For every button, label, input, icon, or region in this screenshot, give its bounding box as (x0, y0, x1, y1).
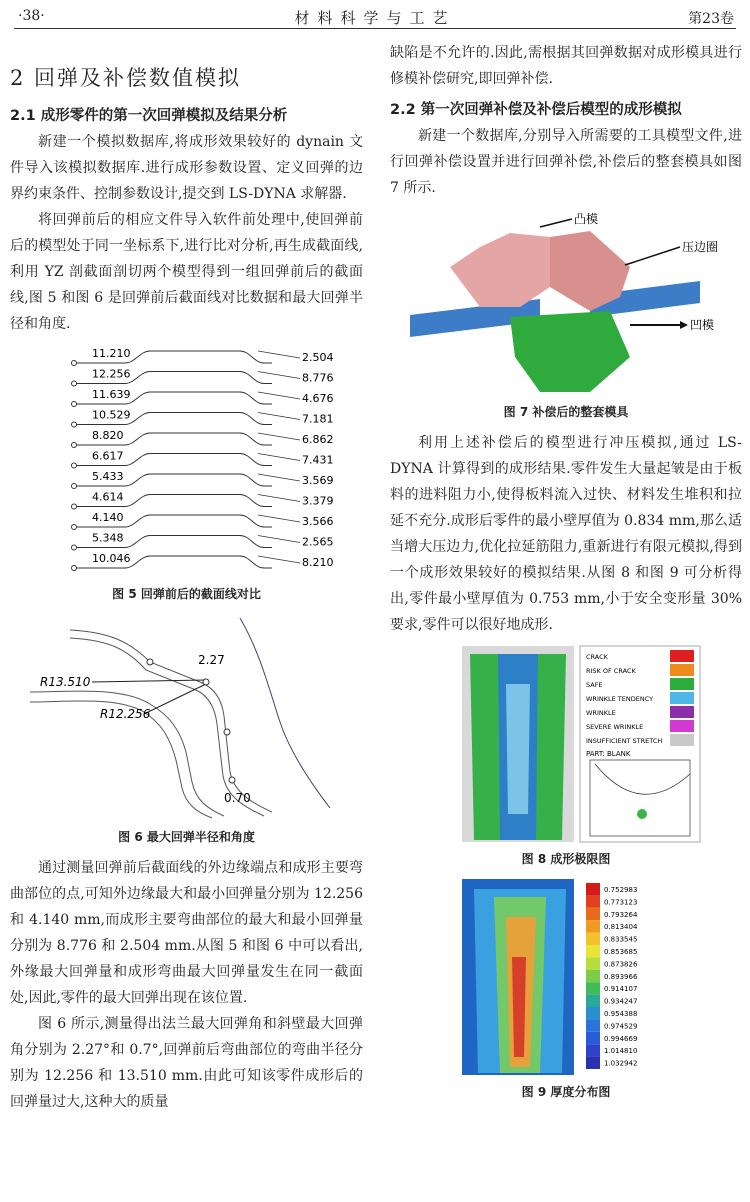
left-value-label: 4.140 (92, 511, 124, 524)
die-set-figure (390, 207, 742, 397)
leader-line (258, 433, 300, 440)
section-lines-figure (10, 343, 363, 579)
section-endpoint (72, 484, 77, 489)
section-endpoint (72, 566, 77, 571)
scale-label: 0.974529 (604, 1022, 638, 1031)
leader-line (258, 351, 300, 358)
right-value-label: 7.181 (302, 412, 334, 426)
legend-label: WRINKLE TENDENCY (586, 695, 654, 703)
left-value-label: 8.820 (92, 429, 124, 442)
fig7-label-punch: 凸模 (574, 212, 599, 226)
fig6-radius-label: R12.256 (100, 707, 151, 721)
scale-label: 0.934247 (604, 997, 638, 1006)
right-value-label: 7.431 (302, 453, 334, 467)
leader-line (258, 372, 300, 379)
paragraph: 新建一个模拟数据库,将成形效果较好的 dynain 文件导入该模拟数据库.进行成形参数设置、定义回弹的边界约束条件、控制参数设计,提交到 LS-DYNA 求解器. (10, 134, 363, 202)
leader-line (258, 495, 300, 502)
section-endpoint (72, 381, 77, 386)
scale-swatch (586, 957, 600, 969)
journal-title: 材料科学与工艺 (294, 9, 456, 27)
volume-label: 第23卷 (688, 11, 734, 27)
scale-swatch (586, 995, 600, 1007)
paragraph: 缺陷是不允许的.因此,需根据其回弹数据对成形模具进行修模补偿研究,即回弹补偿. (390, 45, 742, 87)
right-value-label: 4.676 (302, 392, 334, 405)
page-header (14, 6, 736, 29)
legend-swatch (670, 692, 694, 704)
scale-label: 0.773123 (604, 898, 638, 907)
subsection-2-1: 2.1 成形零件的第一次回弹模拟及结果分析 (10, 108, 288, 124)
legend-swatch (670, 664, 694, 676)
scale-label: 0.954388 (604, 1010, 638, 1018)
right-value-label: 3.569 (302, 474, 334, 487)
section-endpoint (72, 422, 77, 427)
scale-swatch (586, 1019, 600, 1031)
figure-9 (390, 877, 742, 1077)
scale-swatch (586, 1032, 600, 1044)
legend-swatch (670, 678, 694, 690)
scale-swatch (586, 1057, 600, 1069)
section-endpoint (72, 525, 77, 530)
page-number: ·38· (18, 8, 45, 24)
right-column (390, 40, 742, 1110)
scale-label: 0.853685 (604, 948, 638, 956)
scale-swatch (586, 970, 600, 982)
leader-line (258, 454, 300, 461)
scale-label: 0.813404 (604, 923, 638, 932)
figure-6-caption: 图 6 最大回弹半径和角度 (118, 830, 255, 844)
scale-swatch (586, 908, 600, 920)
fig8-part-label: PART: BLANK (586, 750, 631, 758)
scale-label: 0.994669 (604, 1034, 638, 1043)
leader-line (258, 413, 300, 420)
leader-line (258, 556, 300, 563)
fig6-radius-label: R13.510 (40, 675, 91, 689)
fig6-angle-label: 2.27 (198, 653, 225, 667)
left-column (10, 40, 363, 1115)
scale-label: 0.914107 (604, 985, 638, 994)
fig7-label-binder: 压边圈 (682, 240, 719, 254)
figure-8-caption: 图 8 成形极限图 (521, 852, 611, 866)
scale-label: 0.873826 (604, 960, 638, 969)
figure-8 (390, 644, 742, 844)
scale-swatch (586, 895, 600, 907)
section-endpoint (72, 402, 77, 407)
left-value-label: 5.348 (92, 531, 124, 545)
scale-swatch (586, 1007, 600, 1019)
figure-9-caption: 图 9 厚度分布图 (521, 1085, 611, 1099)
scale-label: 0.833545 (604, 935, 638, 944)
right-value-label: 8.776 (302, 371, 334, 385)
figure-6 (10, 612, 363, 822)
left-value-label: 4.614 (92, 490, 124, 504)
legend-label: RISK OF CRACK (586, 667, 636, 675)
legend-swatch (670, 650, 694, 662)
left-value-label: 5.433 (92, 470, 124, 483)
right-value-label: 3.379 (302, 494, 334, 508)
scale-swatch (586, 883, 600, 895)
paragraph: 通过测量回弹前后截面线的外边缘端点和成形主要弯曲部位的点,可知外边缘最大和最小回弹量分别为 12.256 和 4.140 mm,而成形主要弯曲部位的最大和最小回弹量分别为 8.776 和 2.504 mm.从图 5 和图 6 中可以看出,外缘最大回弹量和成形弯曲最大回弹量发生在同一截面处,因此,零件的最大回弹出现在该位置. (10, 860, 363, 1006)
right-value-label: 8.210 (302, 556, 334, 569)
right-value-label: 2.504 (302, 351, 334, 364)
right-value-label: 2.565 (302, 535, 334, 549)
left-value-label: 10.529 (92, 408, 131, 422)
scale-swatch (586, 920, 600, 932)
subsection-2-2: 2.2 第一次回弹补偿及补偿后模型的成形模拟 (390, 102, 682, 118)
section-endpoint (72, 361, 77, 366)
springback-radius-figure (10, 612, 363, 822)
leader-line (258, 474, 300, 481)
section-endpoint (72, 443, 77, 448)
fig7-label-die: 凹模 (690, 318, 715, 332)
left-value-label: 11.639 (92, 388, 131, 401)
scale-label: 1.032942 (604, 1059, 638, 1068)
left-value-label: 12.256 (92, 367, 131, 381)
figure-5-caption: 图 5 回弹前后的截面线对比 (112, 587, 261, 601)
figure-7 (390, 207, 742, 397)
right-value-label: 3.566 (302, 515, 334, 528)
legend-swatch (670, 720, 694, 732)
scale-swatch (586, 1044, 600, 1056)
legend-label: CRACK (586, 653, 608, 661)
figure-7-caption: 图 7 补偿后的整套模具 (503, 405, 629, 419)
scale-swatch (586, 945, 600, 957)
scale-label: 1.014810 (604, 1047, 638, 1056)
right-value-label: 6.862 (302, 433, 334, 446)
legend-swatch (670, 706, 694, 718)
leader-line (258, 392, 300, 399)
paragraph: 新建一个数据库,分别导入所需要的工具模型文件,进行回弹补偿设置并进行回弹补偿,补偿后的整套模具如图 7 所示. (390, 128, 742, 196)
section-endpoint (72, 504, 77, 509)
legend-label: INSUFFICIENT STRETCH (586, 737, 663, 745)
forming-limit-figure (390, 644, 742, 844)
legend-swatch (670, 734, 694, 746)
section-endpoint (72, 463, 77, 468)
figure-5 (10, 343, 363, 579)
scale-label: 0.793264 (604, 910, 638, 919)
leader-line (258, 536, 300, 543)
paragraph: 利用上述补偿后的模型进行冲压模拟,通过 LS-DYNA 计算得到的成形结果.零件发生大量起皱是由于板料的进料阻力小,使得板料流入过快、材料发生堆积和拉延不充分.成形后零件的最小壁厚值为 0.834 mm,那么适当增大压边力,优化拉延筋阻力,重新进行有限元模拟,得到一个成形效果较好的模拟结果.从图 8 和图 9 可分析得出,零件最小壁厚值为 0.753 mm,小于安全变形量 30%要求,零件可以很好地成形. (390, 435, 742, 633)
left-value-label: 11.210 (92, 347, 131, 360)
legend-label: SAFE (586, 681, 603, 689)
scale-swatch (586, 982, 600, 994)
legend-label: WRINKLE (586, 709, 616, 717)
paragraph: 将回弹前后的相应文件导入软件前处理中,使回弹前后的模型处于同一坐标系下,进行比对分析,再生成截面线,利用 YZ 剖截面剖切两个模型得到一组回弹前后的截面线,图 5 和图 6 是回弹前后截面线对比数据和最大回弹半径和角度. (10, 212, 363, 332)
legend-label: SEVERE WRINKLE (586, 723, 644, 731)
section-endpoint (72, 545, 77, 550)
thickness-distribution-figure (390, 877, 742, 1077)
scale-label: 0.893966 (604, 972, 638, 981)
scale-swatch (586, 933, 600, 945)
leader-line (258, 515, 300, 522)
paragraph: 图 6 所示,测量得出法兰最大回弹角和斜壁最大回弹角分别为 2.27°和 0.7°,回弹前后弯曲部位的弯曲半径分别为 12.256 和 13.510 mm.由此可知该零件成形后的回弹量过大,这种大的质量 (10, 1016, 363, 1110)
scale-label: 0.752983 (604, 886, 638, 894)
left-value-label: 6.617 (92, 449, 124, 463)
section-title: 2 回弹及补偿数值模拟 (10, 66, 242, 90)
left-value-label: 10.046 (92, 552, 131, 565)
fig6-angle-label: 0.70 (224, 791, 251, 805)
